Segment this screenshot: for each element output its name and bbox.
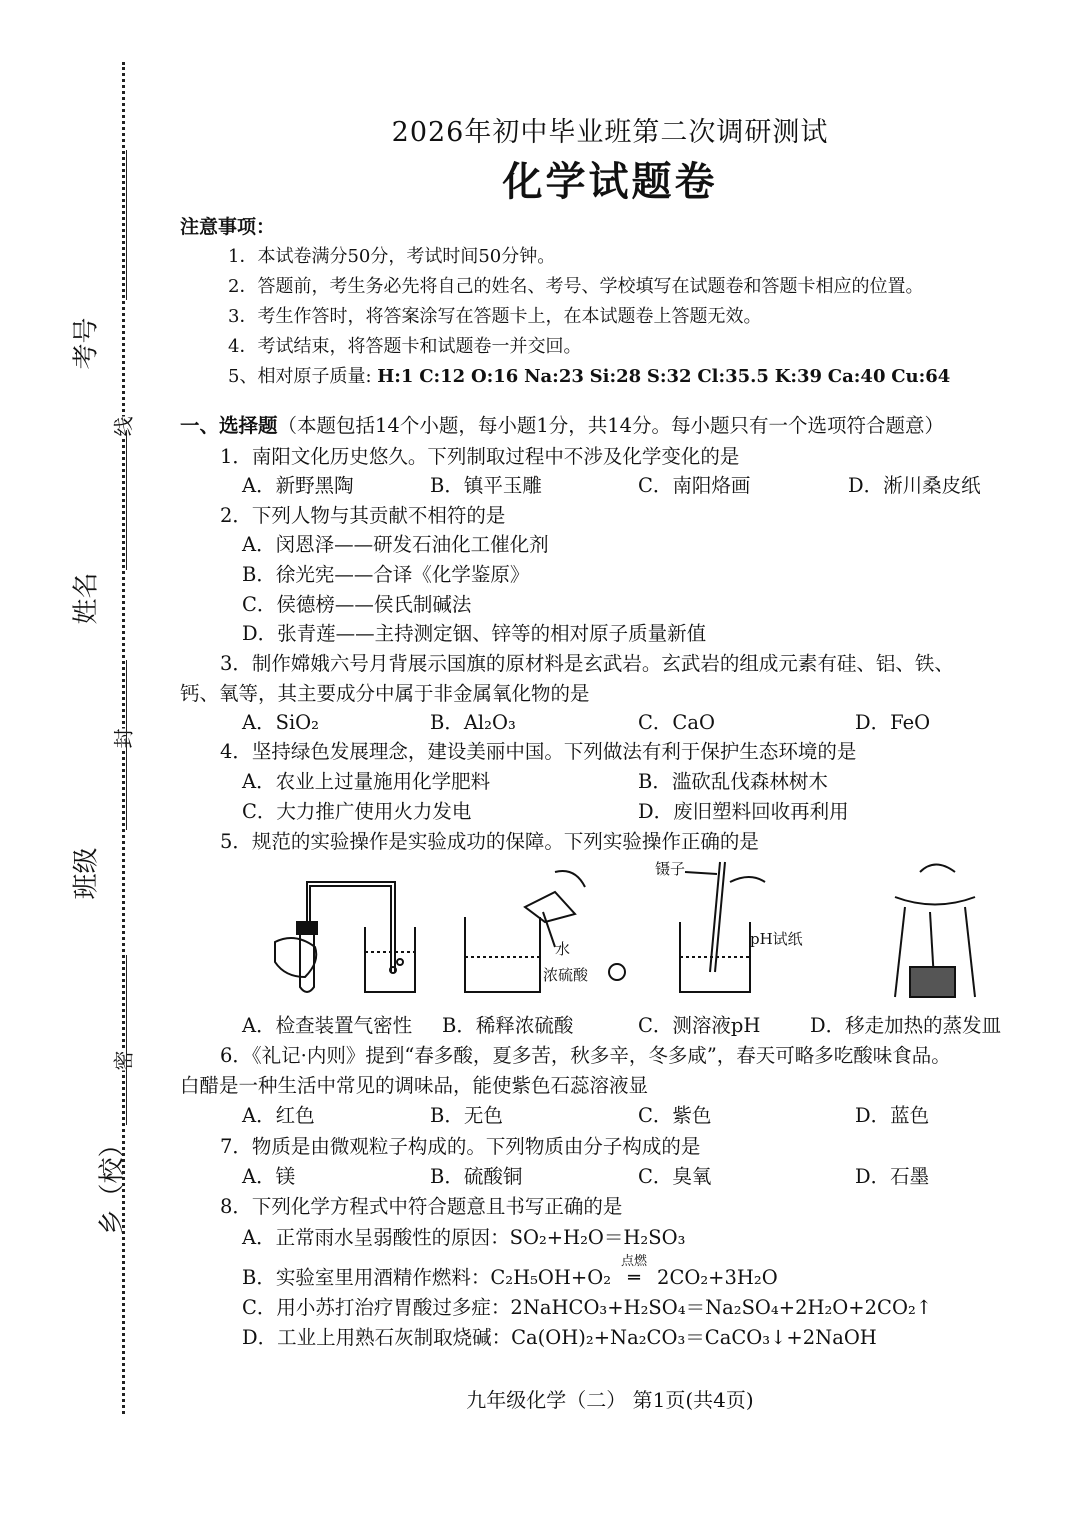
field-underline — [126, 660, 127, 830]
option[interactable]: C．大力推广使用火力发电 — [242, 800, 472, 823]
question-stem: 5．规范的实验操作是实验成功的保障。下列实验操作正确的是 — [220, 830, 759, 853]
equation-right: 2CO₂+3H₂O — [657, 1266, 778, 1289]
option[interactable]: D．石墨 — [855, 1165, 930, 1188]
option[interactable] — [242, 1222, 685, 1250]
exam-title-line1: 2026年初中毕业班第二次调研测试 — [391, 117, 829, 148]
field-label: 班级 — [71, 847, 102, 900]
question-stem: 2．下列人物与其贡献不相符的是 — [220, 504, 506, 527]
condition-label: 点燃 — [621, 1254, 648, 1269]
section-desc: （本题包括14个小题，每小题1分，共14分。每小题只有一个选项符合题意） — [277, 414, 945, 437]
option[interactable]: C．侯德榜——侯氏制碱法 — [242, 593, 472, 616]
atomic-mass: C:12 — [419, 366, 466, 387]
option[interactable]: B．硫酸铜 — [430, 1165, 523, 1188]
atomic-mass: K:39 — [774, 366, 823, 387]
notice-item: 1．本试卷满分50分，考试时间50分钟。 — [228, 246, 556, 267]
notice-heading: 注意事项： — [180, 216, 276, 238]
field-label: 姓名 — [71, 572, 102, 625]
question-stem: 7．物质是由微观粒子构成的。下列物质由分子构成的是 — [220, 1135, 701, 1158]
option[interactable]: B．稀释浓硫酸 — [442, 1014, 574, 1037]
question-stem-cont: 钙、氧等，其主要成分中属于非金属氧化物的是 — [180, 682, 590, 705]
experiment-figures — [255, 852, 1035, 1012]
option[interactable] — [242, 1322, 877, 1350]
field-label: 考号 — [71, 317, 102, 370]
option[interactable]: B．滥砍乱伐森林树木 — [638, 770, 828, 793]
reaction-condition — [611, 1254, 657, 1289]
atomic-mass-line — [228, 362, 950, 388]
atomic-mass-label: 5、相对原子质量: — [228, 366, 372, 387]
atomic-mass: Na:23 — [524, 366, 584, 387]
section-heading — [180, 410, 944, 438]
binding-margin — [0, 0, 150, 1525]
equation: 2NaHCO₃+H₂SO₄＝Na₂SO₄+2H₂O+2CO₂↑ — [510, 1296, 933, 1319]
atomic-mass: H:1 — [377, 366, 414, 387]
fig-label-acid: 浓硫酸 — [543, 966, 589, 984]
atomic-mass: Cl:35.5 — [697, 366, 769, 387]
figure-d-evaporating-dish — [895, 865, 975, 998]
option-text: C．用小苏打治疗胃酸过多症： — [242, 1296, 511, 1319]
seal-word-mi: 密 — [106, 1051, 139, 1071]
option[interactable]: C．CaO — [638, 711, 715, 734]
option-text: A．正常雨水呈弱酸性的原因： — [242, 1226, 510, 1249]
notice-item: 4．考试结束，将答题卡和试题卷一并交回。 — [228, 336, 582, 357]
figure-c-ph — [680, 862, 765, 992]
option[interactable]: C．臭氧 — [638, 1165, 712, 1188]
equals-sign: ═ — [628, 1266, 640, 1289]
field-underline — [126, 150, 127, 300]
field-underline — [126, 430, 127, 570]
option[interactable]: D．废旧塑料回收再利用 — [638, 800, 849, 823]
option[interactable] — [242, 1254, 778, 1290]
atomic-mass: O:16 — [470, 366, 519, 387]
question-stem-cont: 白醋是一种生活中常见的调味品，能使紫色石蕊溶液显 — [180, 1074, 649, 1097]
option[interactable]: D．蓝色 — [855, 1104, 930, 1127]
field-underline — [126, 955, 127, 1125]
option[interactable]: D．FeO — [855, 711, 931, 734]
option-text: B．实验室里用酒精作燃料： — [242, 1266, 491, 1289]
atomic-mass: Ca:40 — [827, 366, 886, 387]
option[interactable]: B．镇平玉雕 — [430, 474, 542, 497]
seal-word-xian: 线 — [106, 417, 139, 437]
option[interactable]: D．张青莲——主持测定铟、锌等的相对原子质量新值 — [242, 622, 707, 645]
seal-word-feng: 封 — [106, 729, 139, 749]
option[interactable]: C．南阳烙画 — [638, 474, 751, 497]
option[interactable]: D．淅川桑皮纸 — [848, 474, 981, 497]
fig-label-water: 水 — [555, 940, 571, 958]
question-stem: 3．制作嫦娥六号月背展示国旗的原材料是玄武岩。玄武岩的组成元素有硅、铝、铁、 — [220, 652, 954, 675]
option[interactable]: A．检查装置气密性 — [242, 1014, 413, 1037]
option[interactable] — [242, 1292, 932, 1320]
option[interactable]: D．移走加热的蒸发皿 — [810, 1014, 1002, 1037]
equation-left: C₂H₅OH+O₂ — [490, 1266, 612, 1289]
option[interactable]: A．镁 — [242, 1165, 296, 1188]
question-stem: 4．坚持绿色发展理念，建设美丽中国。下列做法有利于保护生态环境的是 — [220, 740, 857, 763]
option[interactable]: C．紫色 — [638, 1104, 712, 1127]
question-stem: 1．南阳文化历史悠久。下列制取过程中不涉及化学变化的是 — [220, 445, 740, 468]
option[interactable]: A．闵恩泽——研发石油化工催化剂 — [242, 533, 549, 556]
option[interactable]: B．Al₂O₃ — [430, 711, 516, 734]
atomic-mass: Cu:64 — [891, 366, 951, 387]
option[interactable]: A．新野黑陶 — [242, 474, 354, 497]
page-footer: 九年级化学（二） 第1页(共4页) — [466, 1388, 754, 1412]
atomic-mass: S:32 — [646, 366, 692, 387]
question-stem: 6．《礼记·内则》提到“春多酸，夏多苦，秋多辛，冬多咸”，春天可略多吃酸味食品。 — [220, 1044, 951, 1067]
question-stem: 8．下列化学方程式中符合题意且书写正确的是 — [220, 1195, 623, 1218]
option[interactable]: B．徐光宪——合译《化学鉴原》 — [242, 563, 530, 586]
option-text: D．工业上用熟石灰制取烧碱： — [242, 1326, 512, 1349]
fig-label-ph-paper: pH试纸 — [750, 930, 803, 948]
option[interactable]: C．测溶液pH — [638, 1014, 761, 1037]
field-label: 乡（校） — [97, 1131, 128, 1236]
option[interactable]: A．SiO₂ — [242, 711, 319, 734]
section-title: 一、选择题 — [180, 414, 278, 437]
option[interactable]: B．无色 — [430, 1104, 503, 1127]
equation: SO₂+H₂O＝H₂SO₃ — [509, 1226, 686, 1249]
figure-a-airtightness — [275, 882, 415, 992]
option[interactable]: A．红色 — [242, 1104, 315, 1127]
notice-item: 3．考生作答时，将答案涂写在答题卡上，在本试题卷上答题无效。 — [228, 306, 762, 327]
option[interactable]: A．农业上过量施用化学肥料 — [242, 770, 491, 793]
exam-title-line2: 化学试题卷 — [502, 159, 718, 205]
notice-item: 2．答题前，考生务必先将自己的姓名、考号、学校填写在试题卷和答题卡相应的位置。 — [228, 276, 924, 297]
equation: Ca(OH)₂+Na₂CO₃＝CaCO₃↓+2NaOH — [511, 1326, 877, 1349]
fig-label-tweezers: 镊子 — [655, 860, 686, 878]
atomic-mass: Si:28 — [589, 366, 642, 387]
